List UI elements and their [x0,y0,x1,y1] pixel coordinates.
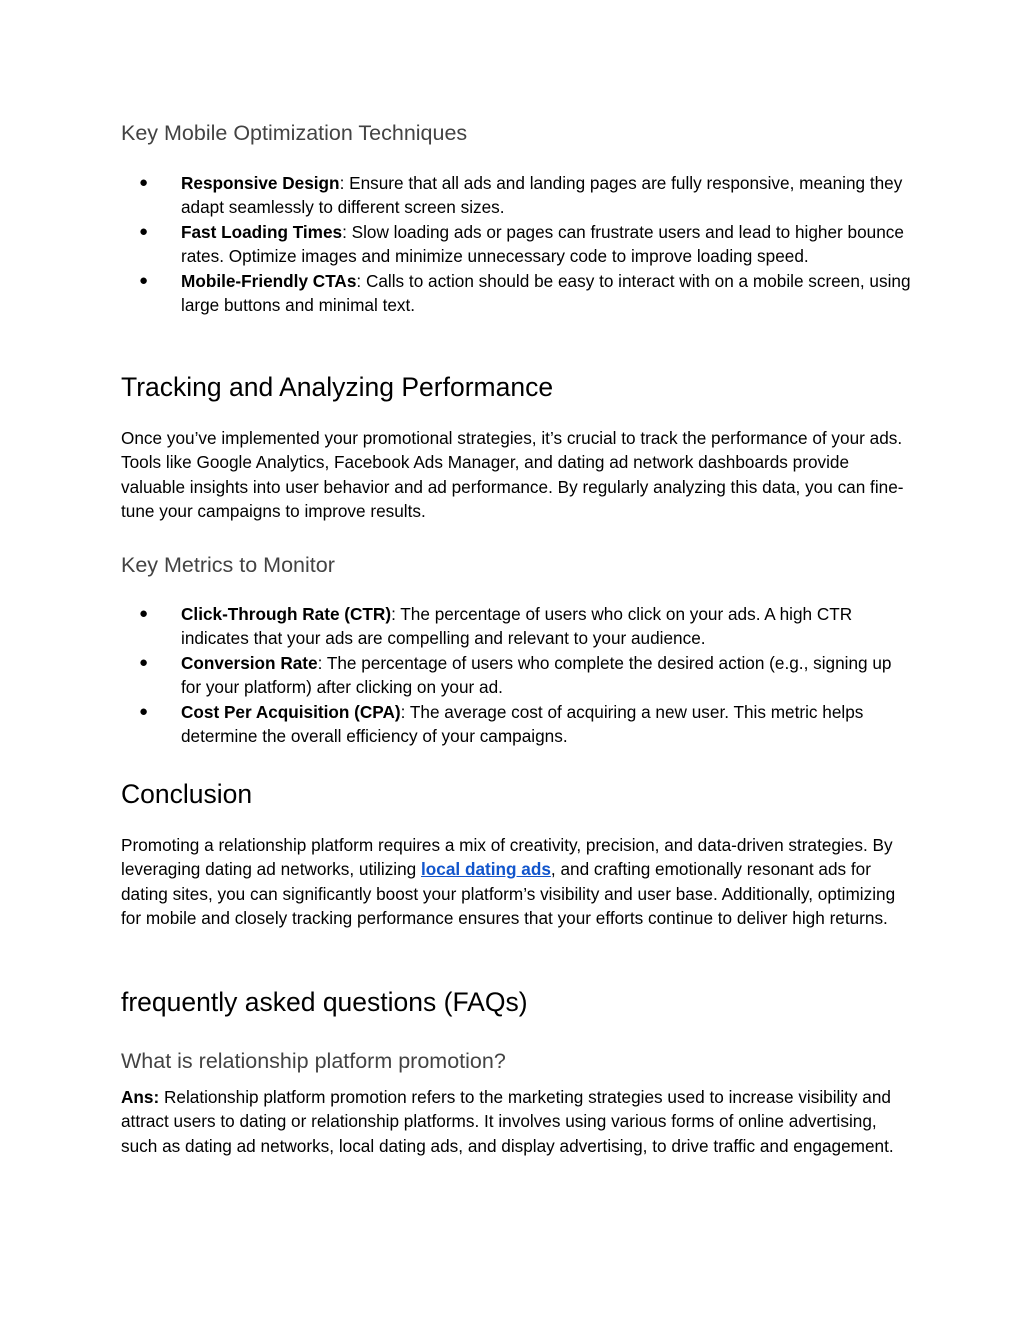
description: : The percentage of users who click on your ads. A high CTR indicates that your ads are compelling and relevant to your audience. [181,604,853,649]
conclusion-text-after: , and crafting emotionally resonant ads for dating sites, you can significantly boost your platform’s visibility and user base. Additionally, optimizing for mobile and closely tracking performance ensures that your efforts continue to deliver high returns. [121,859,896,929]
faq-question: What is relationship platform promotion? [121,1049,506,1073]
list-item [121,602,911,651]
bullet-icon: ● [139,222,149,240]
answer-text: Relationship platform promotion refers to the marketing strategies used to increase visibility and attract users to dating or relationship platforms. It involves using various forms of online advertising, such as dating ad networks, local dating ads, and display advertising, to drive traffic and engagement. [121,1087,894,1156]
description: : Calls to action should be easy to interact with on a mobile screen, using large buttons and minimal text. [181,270,911,316]
bullet-icon: ● [139,605,149,622]
heading-conclusion: Conclusion [121,779,253,809]
heading-tracking-performance: Tracking and Analyzing Performance [121,372,554,402]
tracking-paragraph: Once you’ve implemented your promotional strategies, it’s crucial to track the performance of your ads. Tools like Google Analytics, Facebook Ads Manager, and dating ad network dashboards provide valuable insights into user behavior and ad performance. By regularly analyzing this data, you can fine-tune your campaigns to improve results. [121,428,904,522]
conclusion-text-before: Promoting a relationship platform requires a mix of creativity, precision, and data-driven strategies. By leveraging dating ad networks, utilizing [121,835,893,880]
description: : The average cost of acquiring a new user. This metric helps determine the overall efficiency of your campaigns. [181,701,864,747]
list-item [121,171,911,220]
description: : Slow loading ads or pages can frustrate users and lead to higher bounce rates. Optimize images and minimize unnecessary code to improve loading speed. [181,221,904,267]
bullet-icon: ● [139,271,149,289]
term: Fast Loading Times [181,221,343,242]
heading-mobile-optimization: Key Mobile Optimization Techniques [121,121,468,145]
bullet-icon: ● [139,174,149,191]
bullet-icon: ● [139,653,149,671]
term: Conversion Rate [181,652,318,673]
term: Click-Through Rate (CTR) [181,604,392,624]
list-item [121,651,911,700]
list-item [121,220,911,269]
bullet-icon: ● [139,702,149,720]
heading-faqs: frequently asked questions (FAQs) [121,987,528,1017]
faq-answer [121,1085,911,1158]
term: Responsive Design [181,173,340,193]
heading-key-metrics: Key Metrics to Monitor [121,553,335,577]
term: Mobile-Friendly CTAs [181,270,357,291]
metrics-list [121,602,911,748]
description: : Ensure that all ads and landing pages are fully responsive, meaning they adapt seamlessly to different screen sizes. [181,173,903,218]
term: Cost Per Acquisition (CPA) [181,701,401,722]
conclusion-paragraph [121,833,911,931]
description: : The percentage of users who complete the desired action (e.g., signing up for your platform) after clicking on your ad. [181,652,892,698]
mobile-techniques-list [121,171,911,317]
list-item [121,269,911,318]
list-item [121,700,911,749]
local-dating-ads-link[interactable]: local dating ads [421,859,551,880]
answer-label: Ans: [121,1087,160,1107]
